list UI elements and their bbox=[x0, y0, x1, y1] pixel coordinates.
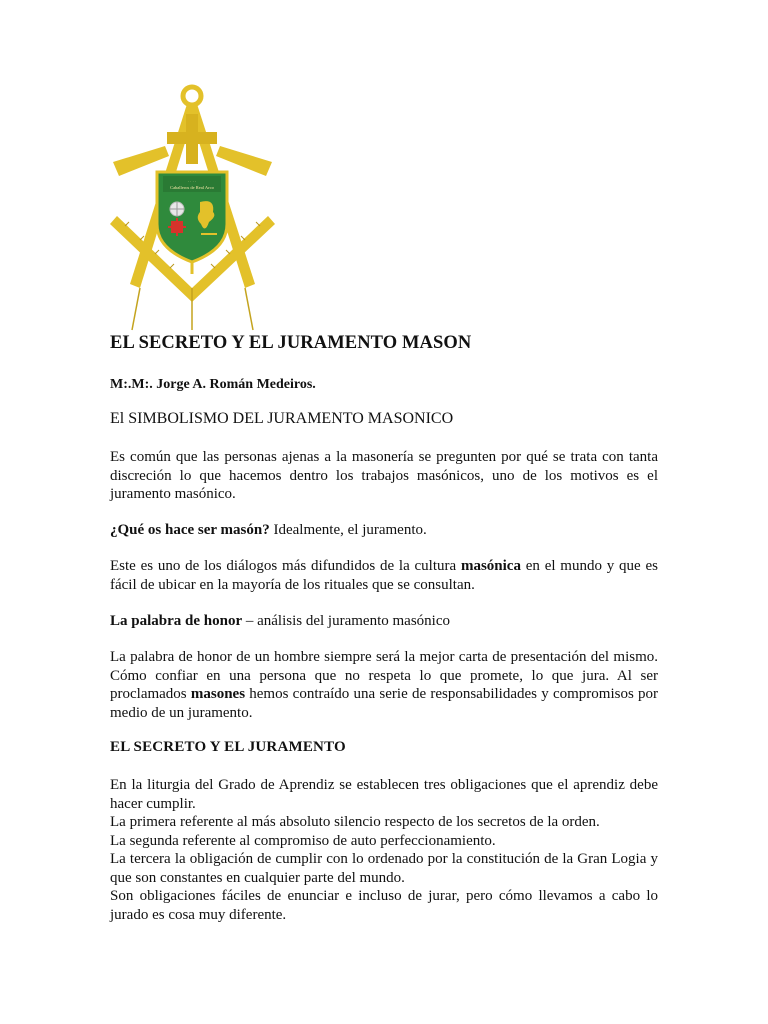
obligations-line: La primera referente al más absoluto silencio respecto de los secretos de la orden. bbox=[110, 814, 600, 830]
author-line: M:.M:. Jorge A. Román Medeiros. bbox=[110, 377, 316, 392]
paragraph-obligations bbox=[110, 776, 658, 924]
masonic-emblem-icon bbox=[105, 84, 280, 332]
paragraph-word-of-honor-heading bbox=[110, 612, 658, 631]
question-answer: Idealmente, el juramento. bbox=[269, 522, 427, 538]
masones-bold: masones bbox=[190, 686, 246, 702]
section-title: El SIMBOLISMO DEL JURAMENTO MASONICO bbox=[110, 410, 454, 427]
honor-text-start: La palabra de honor de un hombre siempre será la mejor carta de presentación del mismo. Cómo confiar en una persona que no respeta lo que promete, lo que jura. Al ser proclamados bbox=[110, 649, 658, 702]
paragraph-dialogues bbox=[110, 557, 658, 594]
paragraph-question bbox=[110, 521, 658, 540]
document-title: EL SECRETO Y EL JURAMENTO MASON bbox=[110, 333, 472, 353]
obligations-line: En la liturgia del Grado de Aprendiz se establecen tres obligaciones que el aprendiz debe hacer cumplir. bbox=[110, 777, 658, 812]
shield-text: Caballeros de Real Arco bbox=[170, 185, 214, 190]
dialogues-text-start: Este es uno de los diálogos más difundidos de la cultura bbox=[110, 558, 461, 574]
question-bold: ¿Qué os hace ser masón? bbox=[110, 522, 270, 538]
paragraph-word-of-honor bbox=[110, 648, 658, 722]
masonica-bold: masónica bbox=[460, 558, 521, 574]
paragraph-intro: Es común que las personas ajenas a la masonería se pregunten por qué se trata con tanta discreción lo que hacemos dentro los trabajos masónicos, uno de los motivos es el juramento masónico. bbox=[110, 449, 658, 502]
honor-text-end: hemos contraído una serie de responsabilidades y compromisos por medio de un juramento. bbox=[110, 686, 659, 721]
dialogues-text-end: en el mundo y que es fácil de ubicar en la mayoría de los rituales que se consultan. bbox=[110, 558, 658, 593]
obligations-line: La segunda referente al compromiso de auto perfeccionamiento. bbox=[110, 832, 496, 849]
word-of-honor-bold: La palabra de honor bbox=[110, 613, 243, 629]
svg-text:· · · ·: · · · · bbox=[187, 179, 197, 184]
obligations-line: La tercera la obligación de cumplir con lo ordenado por la constitución de la Gran Logia y que son constantes en cualquier parte del mundo. bbox=[110, 851, 658, 886]
section-heading-secret: EL SECRETO Y EL JURAMENTO bbox=[110, 739, 346, 755]
word-of-honor-subtitle: – análisis del juramento masónico bbox=[242, 613, 450, 629]
obligations-line: Son obligaciones fáciles de enunciar e incluso de jurar, pero cómo llevamos a cabo lo jurado es cosa muy diferente. bbox=[110, 888, 658, 923]
